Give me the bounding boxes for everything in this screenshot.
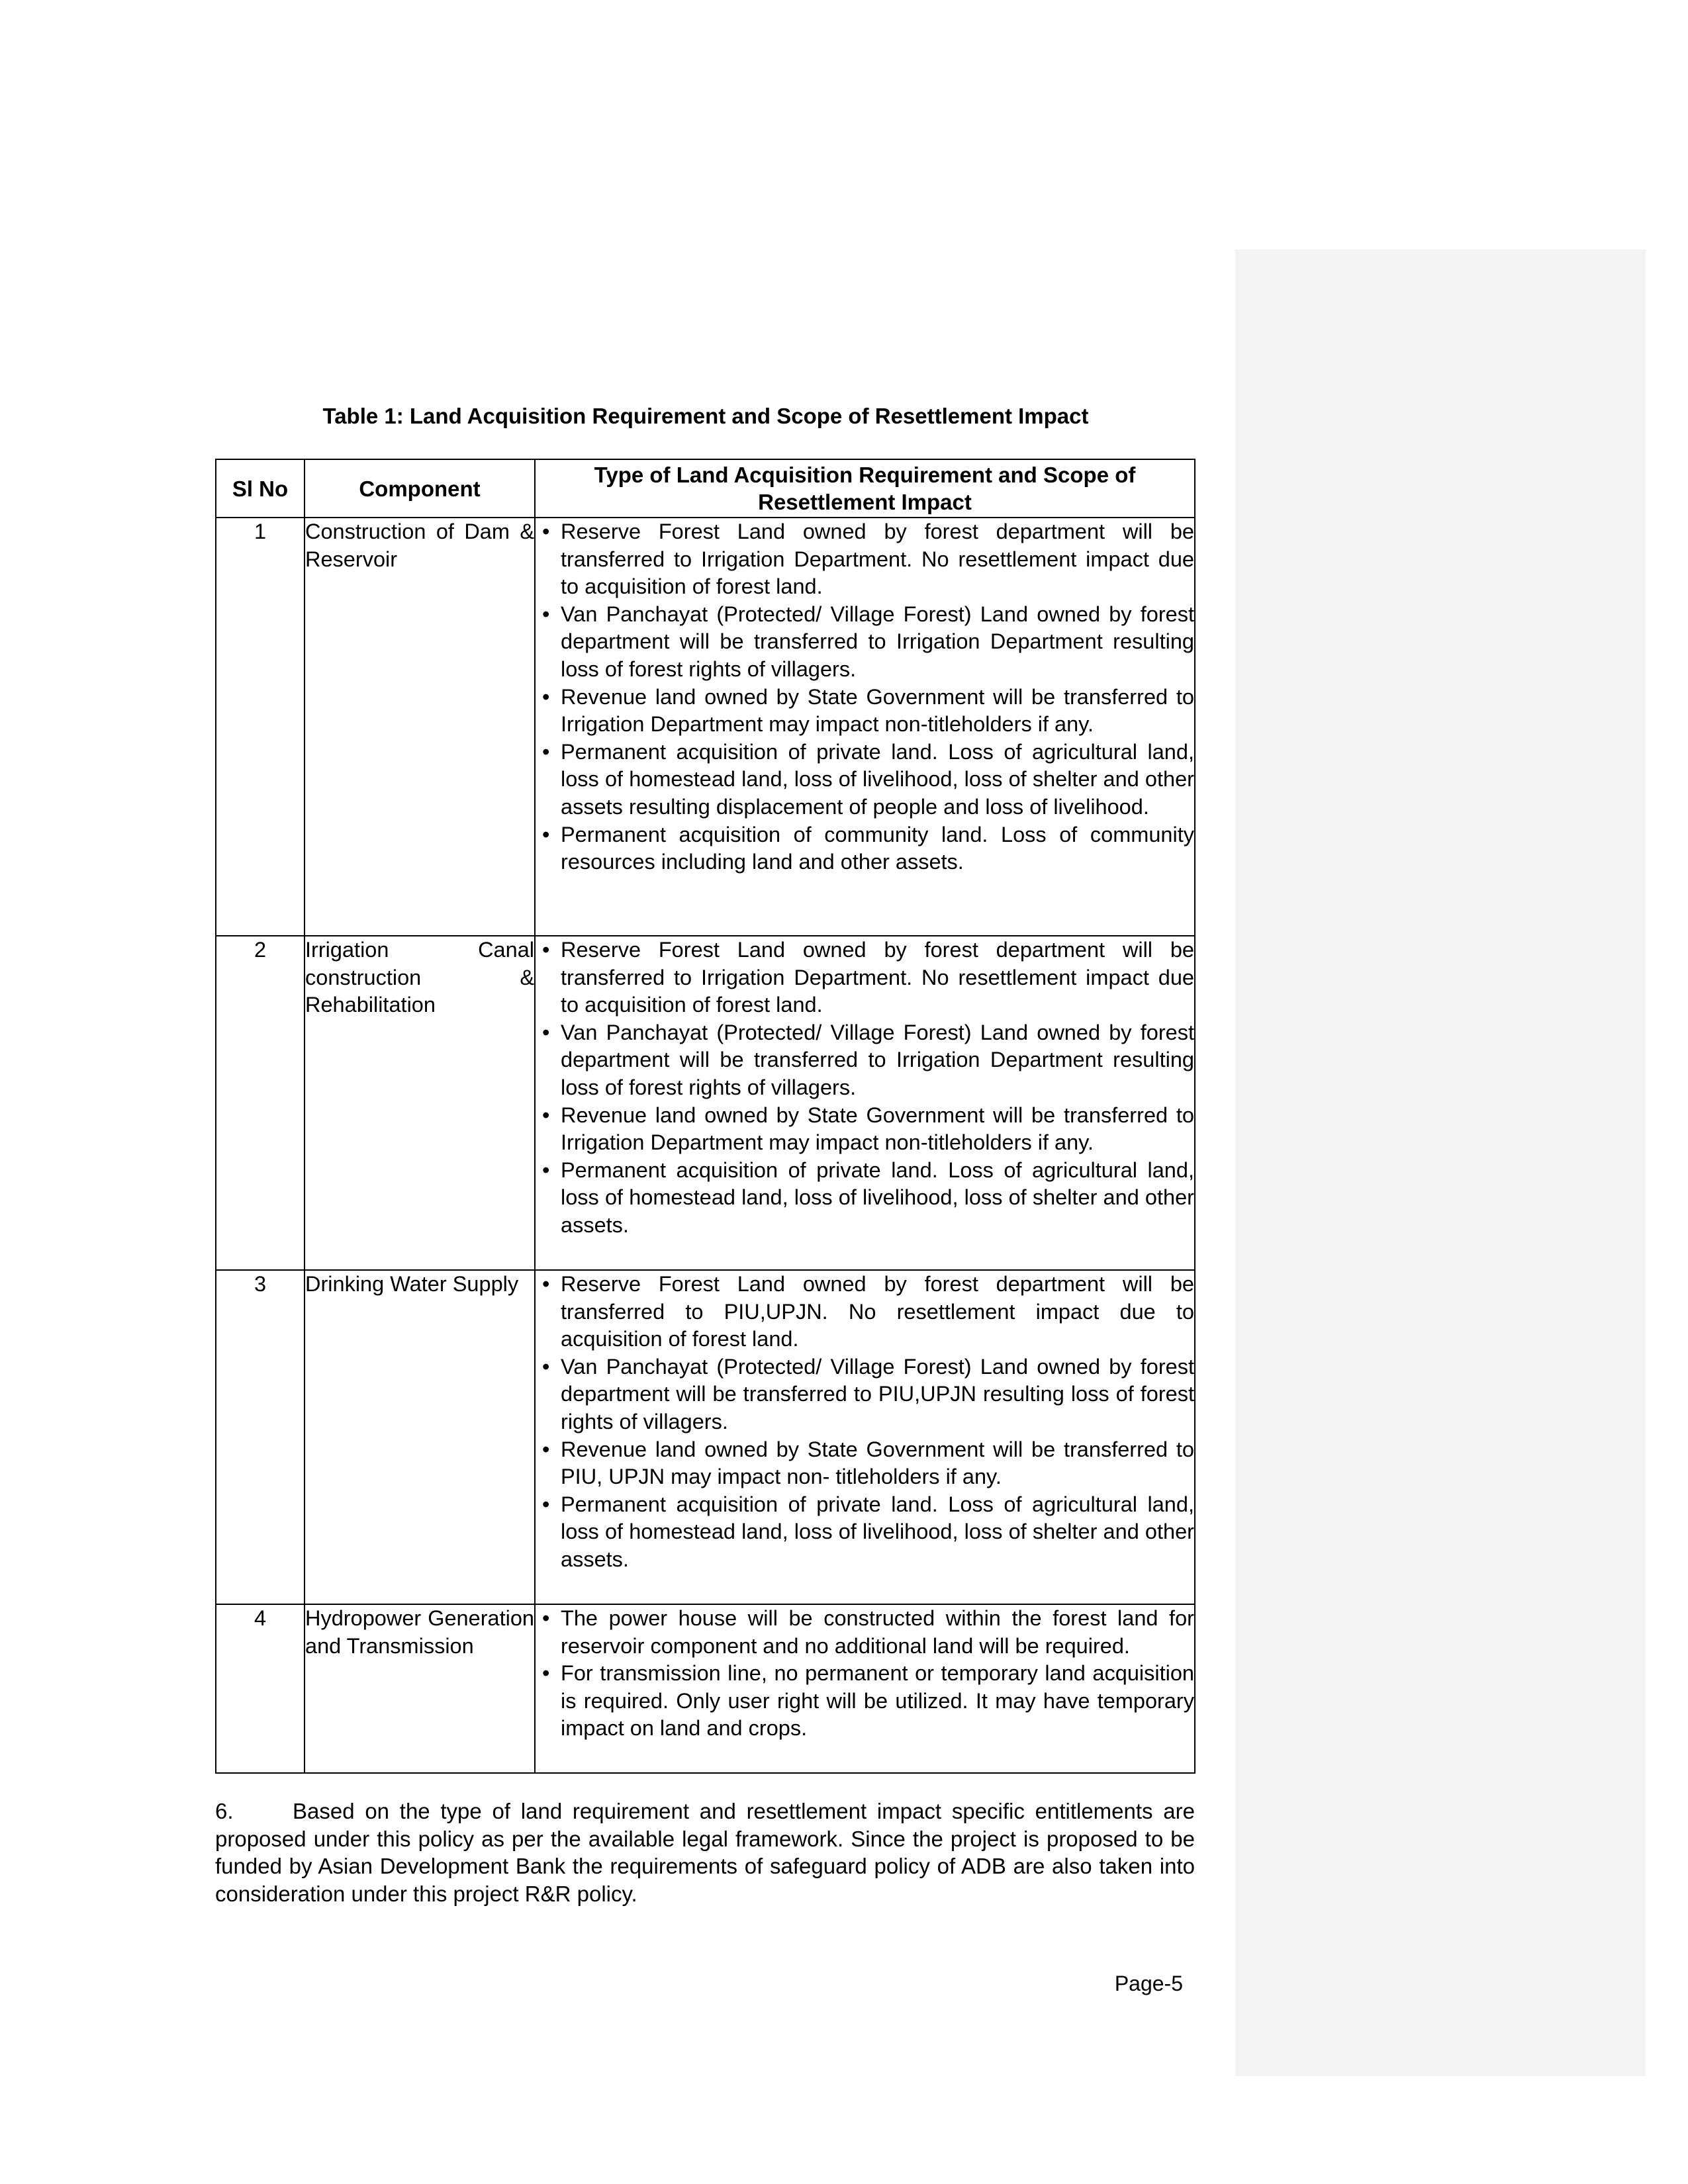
list-item: • Permanent acquisition of private land. Loss of agricultural land, loss of homestead land, loss of livelihood, loss of shelter and other assets resulting displacement of people and loss of livelihood.: [536, 739, 1194, 821]
table-row: [216, 518, 1195, 936]
row-description: [535, 518, 1195, 936]
list-item: • Reserve Forest Land owned by forest department will be transferred to Irrigation Department. No resettlement impact due to acquisition of forest land.: [536, 936, 1194, 1019]
row-sl-no: 4: [216, 1604, 305, 1773]
comment-pane: [1235, 250, 1646, 2076]
list-item: • Van Panchayat (Protected/ Village Forest) Land owned by forest department will be transferred to Irrigation Department resulting loss of forest rights of villagers.: [536, 601, 1194, 684]
header-sl-no: Sl No: [216, 459, 305, 518]
row-component: Hydropower Generation and Transmission: [305, 1604, 535, 1773]
table-title: Table 1: Land Acquisition Requirement and Scope of Resettlement Impact: [322, 404, 1089, 428]
paragraph-text: Based on the type of land requirement and resettlement impact specific entitlements are proposed under this policy as per the available legal framework. Since the project is proposed to be funded by Asian Development Bank the requirements of safeguard policy of ADB are also taken into consideration under this project R&R policy.: [215, 1799, 1195, 1906]
paragraph-number: 6.: [215, 1799, 234, 1823]
row-description: [535, 936, 1195, 1270]
table-header-row: [216, 459, 1195, 518]
paragraph-6: [215, 1797, 1195, 1907]
list-item: • Permanent acquisition of private land. Loss of agricultural land, loss of homestead land, loss of livelihood, loss of shelter and other assets.: [536, 1157, 1194, 1240]
list-item: • The power house will be constructed within the forest land for reservoir component and no additional land will be required.: [536, 1605, 1194, 1660]
page-number: Page-5: [1114, 1972, 1183, 1995]
land-acquisition-table: [215, 459, 1196, 1774]
row-component: Construction of Dam & Reservoir: [305, 518, 535, 936]
list-item: • Reserve Forest Land owned by forest department will be transferred to PIU,UPJN. No resettlement impact due to acquisition of forest land.: [536, 1271, 1194, 1353]
list-item: • Revenue land owned by State Government will be transferred to Irrigation Department may impact non-titleholders if any.: [536, 1102, 1194, 1157]
row-sl-no: 1: [216, 518, 305, 936]
header-component: Component: [305, 459, 535, 518]
table-row: [216, 1270, 1195, 1604]
list-item: • Permanent acquisition of private land. Loss of agricultural land, loss of homestead land, loss of livelihood, loss of shelter and other assets.: [536, 1491, 1194, 1574]
list-item: • Van Panchayat (Protected/ Village Forest) Land owned by forest department will be transferred to PIU,UPJN resulting loss of forest rights of villagers.: [536, 1353, 1194, 1436]
row-component: Drinking Water Supply: [305, 1270, 535, 1604]
row-component: Irrigation Canal construction & Rehabilitation: [305, 936, 535, 1270]
row-description: [535, 1270, 1195, 1604]
list-item: • Revenue land owned by State Government will be transferred to Irrigation Department may impact non-titleholders if any.: [536, 684, 1194, 739]
list-item: • Revenue land owned by State Government will be transferred to PIU, UPJN may impact non- titleholders if any.: [536, 1436, 1194, 1491]
row-description: [535, 1604, 1195, 1773]
list-item: • For transmission line, no permanent or temporary land acquisition is required. Only user right will be utilized. It may have temporary impact on land and crops.: [536, 1660, 1194, 1743]
header-type: Type of Land Acquisition Requirement and Scope of Resettlement Impact: [535, 459, 1195, 518]
list-item: • Reserve Forest Land owned by forest department will be transferred to Irrigation Department. No resettlement impact due to acquisition of forest land.: [536, 518, 1194, 601]
table-row: [216, 936, 1195, 1270]
list-item: • Van Panchayat (Protected/ Village Forest) Land owned by forest department will be transferred to Irrigation Department resulting loss of forest rights of villagers.: [536, 1019, 1194, 1102]
row-sl-no: 3: [216, 1270, 305, 1604]
list-item: • Permanent acquisition of community land. Loss of community resources including land and other assets.: [536, 821, 1194, 876]
table-row: [216, 1604, 1195, 1773]
row-sl-no: 2: [216, 936, 305, 1270]
